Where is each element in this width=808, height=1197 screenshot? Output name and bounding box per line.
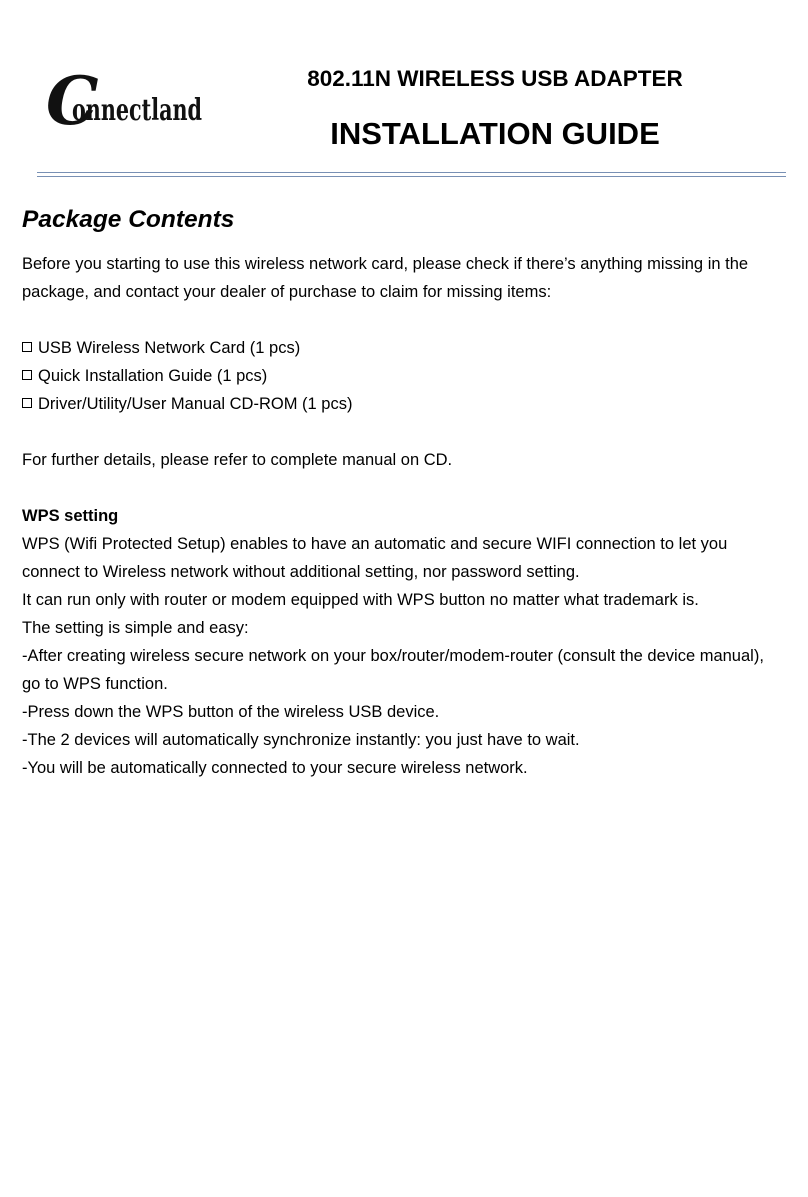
package-item-label: Driver/Utility/User Manual CD-ROM (1 pcs)	[38, 395, 353, 413]
svg-text:onnectland: onnectland	[72, 93, 203, 128]
document-title: INSTALLATION GUIDE	[330, 116, 660, 151]
spacer	[22, 418, 794, 446]
package-item	[22, 334, 794, 362]
wps-line-7: -Press down the WPS button of the wireless USB device.	[22, 703, 440, 721]
wps-line-3: It can run only with router or modem equipped with WPS button no matter what trademark is.	[22, 591, 699, 609]
manual-note: For further details, please refer to complete manual on CD.	[22, 451, 453, 469]
wps-line-4: The setting is simple and easy:	[22, 619, 249, 637]
wps-setting-heading: WPS setting	[22, 507, 119, 525]
package-item-label: USB Wireless Network Card (1 pcs)	[38, 339, 301, 357]
checkbox-icon	[22, 342, 32, 352]
checkbox-icon	[22, 398, 32, 408]
package-item	[22, 390, 794, 418]
package-item-label: Quick Installation Guide (1 pcs)	[38, 367, 268, 385]
wps-line-5: -After creating wireless secure network on your box/router/modem-router (consult the device manual),	[22, 647, 764, 665]
svg-text:C: C	[46, 62, 99, 140]
header-divider-top	[37, 172, 786, 173]
connectland-logo-image	[46, 62, 208, 144]
spacer	[22, 474, 794, 502]
package-intro-line-1: Before you starting to use this wireless network card, please check if there’s anything missing in the	[22, 255, 749, 273]
wps-line-2: connect to Wireless network without additional setting, nor password setting.	[22, 563, 580, 581]
spacer	[22, 306, 794, 334]
wps-line-9: -You will be automatically connected to your secure wireless network.	[22, 759, 528, 777]
wps-line-8: -The 2 devices will automatically synchronize instantly: you just have to wait.	[22, 731, 580, 749]
package-intro-line-2: package, and contact your dealer of purchase to claim for missing items:	[22, 283, 552, 301]
wps-line-6: go to WPS function.	[22, 675, 168, 693]
document-body	[22, 204, 794, 782]
header-divider-bottom	[37, 176, 786, 177]
package-item	[22, 362, 794, 390]
connectland-logo	[46, 62, 208, 144]
document-subtitle: 802.11N WIRELESS USB ADAPTER	[307, 66, 683, 91]
checkbox-icon	[22, 370, 32, 380]
package-contents-heading: Package Contents	[22, 206, 235, 233]
wps-line-1: WPS (Wifi Protected Setup) enables to have an automatic and secure WIFI connection to let you	[22, 535, 728, 553]
